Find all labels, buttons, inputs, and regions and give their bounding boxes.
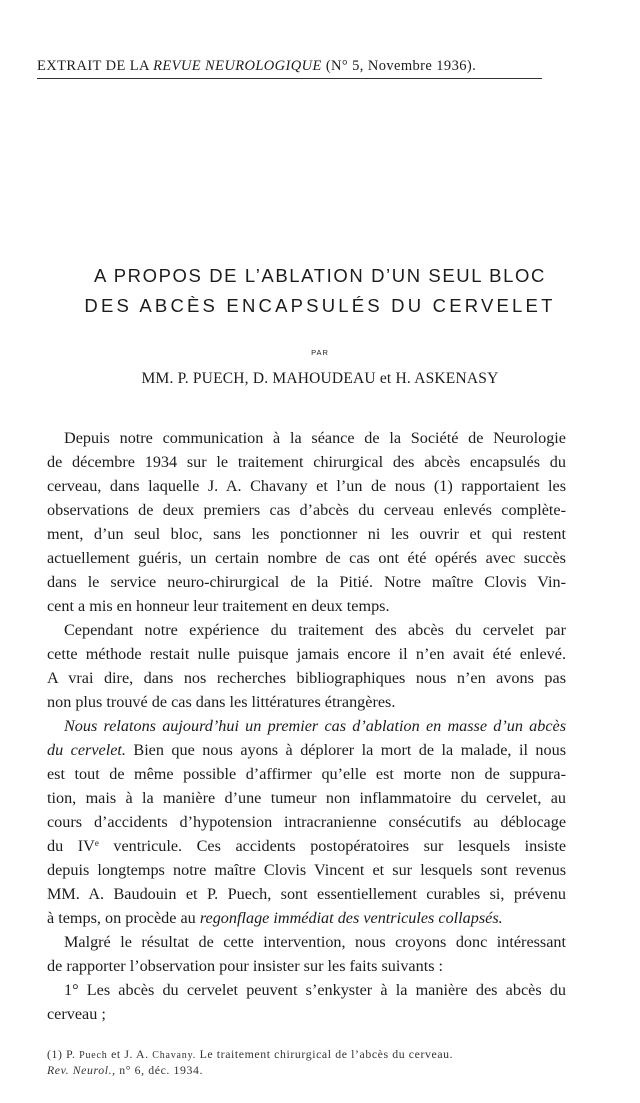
body-line-italic: Nous relatons aujourd’hui un premier cas d’ablation en masse d’un abcès (64, 717, 566, 735)
byline-par: PAR (311, 348, 329, 357)
text-run: ventricule. Ces accidents postopératoires sur lesquels insiste (113, 837, 566, 855)
footnote-journal: Rev. Neurol., (47, 1063, 116, 1077)
body-line: A vrai dire, dans nos recherches bibliographiques nous n’en avons pas (47, 669, 566, 687)
body-line: cette méthode restait nulle puisque jamais encore il n’en avait été enlevé. (47, 645, 566, 663)
text-run: à temps, on procède au (47, 909, 196, 927)
body-line: cerveau, dans laquelle J. A. Chavany et l’un de nous (1) rapportaient les (47, 477, 566, 495)
body-line: Cependant notre expérience du traitement des abcès du cervelet par (64, 621, 566, 639)
superscript: e (94, 838, 99, 848)
title-line-2: DES ABCÈS ENCAPSULÉS DU CERVELET (84, 295, 556, 316)
header-journal: REVUE NEUROLOGIQUE (153, 58, 322, 74)
body-line: dans le service neuro-chirurgical de la Pitié. Notre maître Clovis Vin- (47, 573, 566, 591)
footnote-author: Chavany. (152, 1050, 197, 1061)
title-line-1: A PROPOS DE L’ABLATION D’UN SEUL BLOC (94, 265, 546, 286)
body-line: Depuis notre communication à la séance de la Société de Neurologie (64, 429, 566, 447)
body-line: actuellement guéris, un certain nombre de cas ont été opérés avec succès (47, 549, 566, 567)
authors: MM. P. PUECH, D. MAHOUDEAU et H. ASKENASY (141, 370, 499, 387)
italic-run: regonflage immédiat des ventricules collapsés. (199, 909, 503, 927)
running-header (37, 58, 602, 75)
footnote-author: Puech (79, 1050, 108, 1061)
body-line (47, 738, 566, 762)
header-prefix: EXTRAIT DE LA (37, 58, 150, 74)
body-line (47, 906, 566, 930)
body-line: de décembre 1934 sur le traitement chirurgical des abcès encapsulés du (47, 453, 566, 471)
body-line: cerveau ; (47, 1005, 106, 1023)
text-run: Bien que nous ayons à déplorer la mort de la malade, il nous (133, 741, 566, 759)
body-line: depuis longtemps notre maître Clovis Vincent et sur lesquels sont revenus (47, 861, 566, 879)
body-line: cent a mis en honneur leur traitement en deux temps. (47, 597, 390, 615)
text-run: du IV (47, 837, 95, 855)
header-rule (37, 78, 542, 79)
body-line: observations de deux premiers cas d’abcès du cerveau enlevés complète- (47, 501, 566, 519)
italic-run: du cervelet. (47, 741, 126, 759)
body-line: ment, d’un seul bloc, sans les ponctionner ni les ouvrir et qui restent (47, 525, 566, 543)
body-line (47, 834, 566, 858)
body-line: est tout de même possible d’affirmer qu’elle est morte non de suppura- (47, 765, 566, 783)
footnote-line-1 (47, 1047, 567, 1062)
body-line: non plus trouvé de cas dans les littératures étrangères. (47, 693, 396, 711)
body-line: cours d’accidents d’hypotension intracranienne consécutifs au déblocage (47, 813, 566, 831)
footnote-line-2 (47, 1063, 567, 1078)
body-line: tion, mais à la manière d’une tumeur non inflammatoire du cervelet, au (47, 789, 566, 807)
body-line: 1° Les abcès du cervelet peuvent s’enkyster à la manière des abcès du (64, 981, 566, 999)
header-issue: (N° 5, Novembre 1936). (325, 58, 477, 74)
body-line: de rapporter l’observation pour insister sur les faits suivants : (47, 957, 444, 975)
body-line: Malgré le résultat de cette intervention, nous croyons donc intéressant (64, 933, 566, 951)
footnote-number: (1) P. (47, 1047, 76, 1061)
body-line: MM. A. Baudouin et P. Puech, sont essentiellement curables si, prévenu (47, 885, 566, 903)
footnote-text: Le traitement chirurgical de l’abcès du cerveau. (199, 1047, 454, 1061)
footnote-reference: n° 6, déc. 1934. (119, 1063, 204, 1077)
footnote-text: et J. A. (111, 1047, 149, 1061)
